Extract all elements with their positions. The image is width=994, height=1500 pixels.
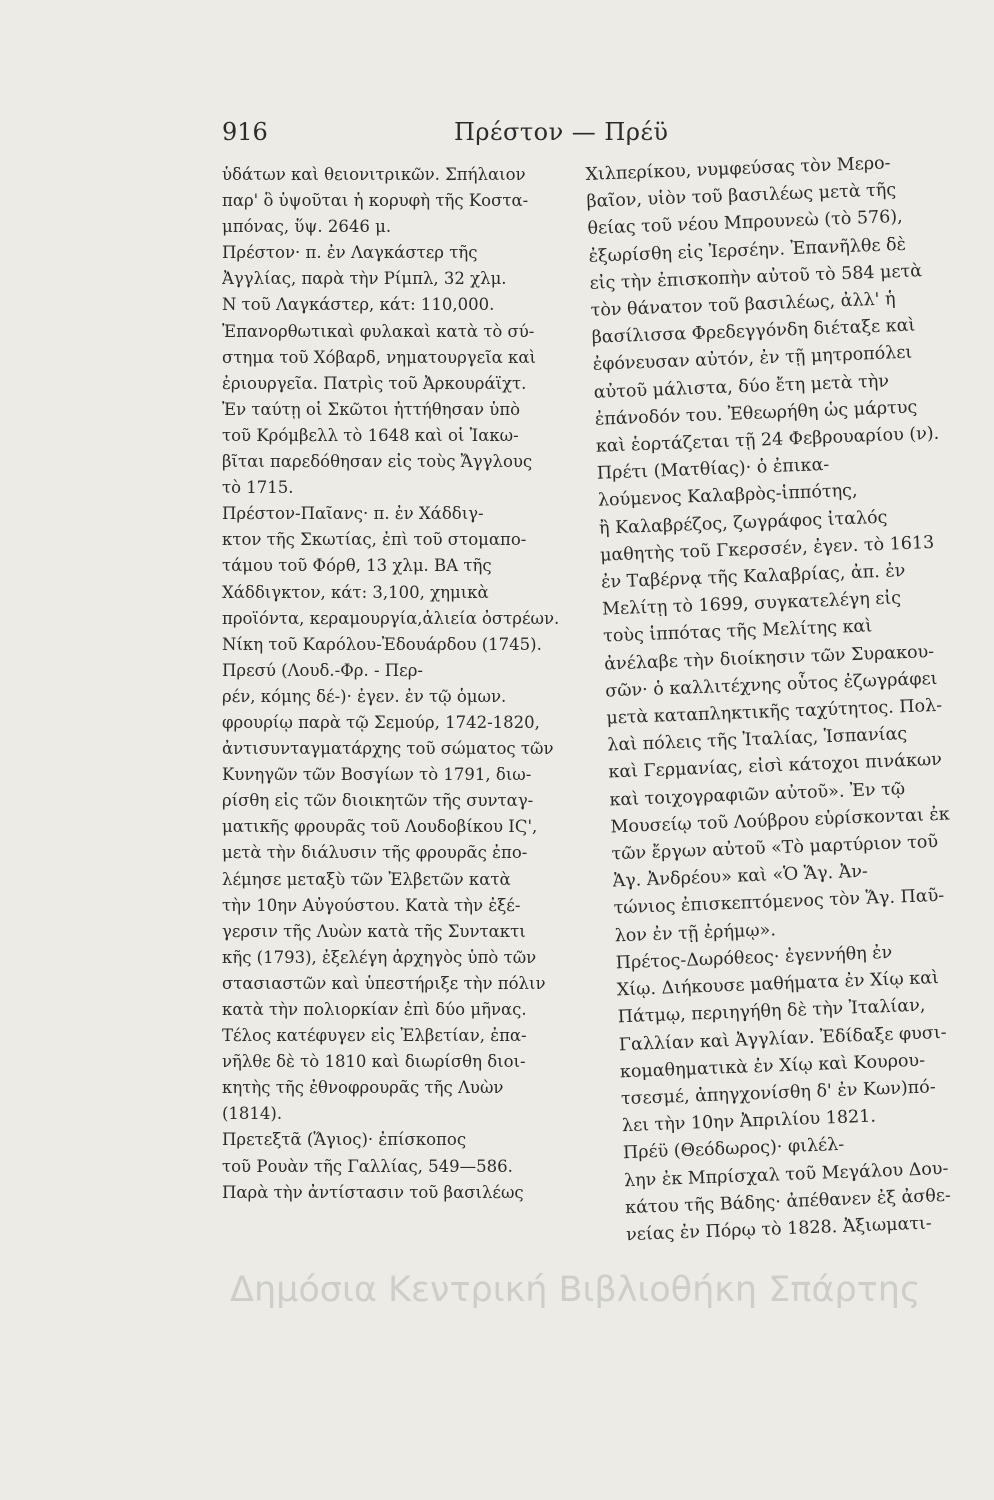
text-line: κτον τῆς Σκωτίας, ἐπὶ τοῦ στομαπο- — [222, 530, 527, 550]
text-line: ἐπάνοδόν του. Ἐθεωρήθη ὡς μάρτυς — [594, 397, 918, 430]
text-line: τώνιος ἐπισκεπτόμενος τὸν Ἅγ. Παῦ- — [613, 886, 945, 919]
text-line: λούμενος Καλαβρὸς-ἱππότης, — [597, 481, 858, 512]
text-line: κάτου τῆς Βάδης· ἀπέθανεν ἐξ ἀσθε- — [624, 1185, 952, 1218]
text-line: τοὺς ἱππότας τῆς Μελίτης καὶ — [602, 616, 873, 648]
text-line: Τέλος κατέφυγεν εἰς Ἐλβετίαν, ἐπα- — [222, 1026, 527, 1046]
text-line: τοῦ Ρουὰν τῆς Γαλλίας, 549—586. — [222, 1156, 513, 1176]
text-line: νῆλθε δὲ τὸ 1810 καὶ διωρίσθη διοι- — [222, 1052, 526, 1072]
text-line: Χιλπερίκου, νυμφεύσας τὸν Μερο- — [585, 153, 891, 185]
text-line: τῶν ἔργων αὐτοῦ «Τὸ μαρτύριον τοῦ — [611, 832, 939, 865]
left-column — [222, 162, 567, 1206]
text-line: βασίλισσα Φρεδεγγόνδη διέταξε καὶ — [591, 315, 916, 349]
page-number: 916 — [222, 118, 268, 146]
text-line: Νίκη τοῦ Καρόλου-Ἐδουάρδου (1745). — [222, 634, 542, 654]
text-line: Χάδδιγκτον, κάτ: 3,100, χημικὰ — [222, 582, 489, 602]
page-header — [222, 118, 982, 152]
text-line: Ἁγ. Ἀνδρέου» καὶ «Ὁ Ἅγ. Ἀν- — [612, 861, 869, 892]
text-line: Γαλλίαν καὶ Ἀγγλίαν. Ἐδίδαξε φυσι- — [618, 1022, 947, 1055]
text-line: μετὰ τὴν διάλυσιν τῆς φρουρᾶς ἐπο- — [222, 843, 528, 863]
text-line: παρ' ὃ ὑψοῦται ἡ κορυφὴ τῆς Κοστα- — [222, 191, 529, 211]
text-line: αὐτοῦ μάλιστα, δύο ἔτη μετὰ τὴν — [593, 371, 890, 403]
text-line: καὶ ἑορτάζεται τῇ 24 Φεβρουαρίου (ν). — [595, 423, 940, 457]
text-line: ρέν, κόμης δέ-)· ἐγεν. ἐν τῷ ὁμων. — [222, 686, 507, 706]
running-head: Πρέστον — Πρέϋ — [454, 118, 669, 146]
text-line: προϊόντα, κεραμουργία,ἁλιεία ὀστρέων. — [222, 608, 560, 628]
text-line: Παρὰ τὴν ἀντίστασιν τοῦ βασιλέως — [222, 1182, 524, 1202]
text-line: Μελίτῃ τὸ 1699, συγκατελέγη εἰς — [601, 588, 902, 620]
text-line: Πρετεξτᾶ (Ἅγιος)· ἐπίσκοπος — [222, 1130, 467, 1150]
text-line: ἀνέλαβε τὴν διοίκησιν τῶν Συρακου- — [603, 641, 935, 675]
text-line: κομαθηματικὰ ἐν Χίῳ καὶ Κουρου- — [619, 1050, 926, 1083]
text-line: ἐριουργεῖα. Πατρὶς τοῦ Ἀρκουράϊχτ. — [222, 373, 527, 393]
text-line: ἐξωρίσθη εἰς Ἰερσέην. Ἐπανῆλθε δὲ — [588, 234, 907, 267]
text-line: λέμησε μεταξὺ τῶν Ἐλβετῶν κατὰ — [222, 869, 511, 889]
text-line: Πάτμῳ, περιηγήθη δὲ τὴν Ἰταλίαν, — [617, 995, 926, 1028]
text-line: ἢ Καλαβρέζος, ζωγράφος ἰταλός — [598, 507, 888, 539]
text-line: τοῦ Κρόμβελλ τὸ 1648 καὶ οἱ Ἰακω- — [222, 425, 519, 445]
text-line: Χίῳ. Διήκουσε μαθήματα ἐν Χίῳ καὶ — [616, 968, 940, 1001]
text-line: ἐφόνευσαν αὐτόν, ἐν τῇ μητροπόλει — [592, 343, 913, 376]
text-line: μπόνας, ὕψ. 2646 μ. — [222, 217, 392, 237]
text-line: ρίσθη εἰς τῶν διοικητῶν τῆς συνταγ- — [222, 791, 534, 811]
text-line: ἐν Ταβέρνᾳ τῆς Καλαβρίας, ἀπ. ἐν — [600, 561, 906, 593]
text-line: Πρέϋ (Θεόδωρος)· φιλέλ- — [622, 1135, 845, 1164]
text-line: ματικῆς φρουρᾶς τοῦ Λουδοβίκου ΙϚ', — [222, 817, 538, 837]
text-line: καὶ τοιχογραφιῶν αὐτοῦ». Ἐν τῷ — [609, 778, 906, 811]
text-line: θείας τοῦ νέου Μπρουνεὼ (τὸ 576), — [587, 207, 904, 240]
text-line: Ἐν ταύτῃ οἱ Σκῶτοι ἡττήθησαν ὑπὸ — [222, 399, 521, 419]
text-line: Πρέστον-Παῖανς· π. ἐν Χάδδιγ- — [222, 504, 484, 524]
text-line: ὑδάτων καὶ θειονιτρικῶν. Σπήλαιον — [222, 165, 526, 184]
text-line: κητὴς τῆς ἐθνοφρουρᾶς τῆς Λυὼν — [222, 1078, 504, 1098]
text-line: νείας ἐν Πόρῳ τὸ 1828. Ἀξιωματι- — [625, 1213, 933, 1246]
text-line: μαθητὴς τοῦ Γκερσσέν, ἐγεν. τὸ 1613 — [599, 532, 935, 566]
text-line: Πρέτι (Ματθίας)· ὁ ἐπικα- — [596, 455, 830, 484]
text-line: ἀντισυνταγματάρχης τοῦ σώματος τῶν — [222, 739, 554, 759]
text-line: τὸ 1715. — [222, 478, 294, 498]
text-line: τάμου τοῦ Φόρθ, 13 χλμ. ΒΑ τῆς — [222, 556, 492, 576]
text-line: Μουσείῳ τοῦ Λούβρου εὑρίσκονται ἐκ — [610, 804, 951, 838]
text-line: εἰς τὴν ἐπισκοπὴν αὐτοῦ τὸ 584 μετὰ — [589, 260, 923, 294]
text-line: (1814). — [222, 1104, 283, 1124]
library-watermark: Δημόσια Κεντρική Βιβλιοθήκη Σπάρτης — [230, 1270, 921, 1310]
text-line: βαῖον, υἱὸν τοῦ βασιλέως μετὰ τῆς — [586, 180, 897, 213]
text-line: Ἀγγλίας, παρὰ τὴν Ρίμπλ, 32 χλμ. — [222, 269, 507, 289]
text-line: λει τὴν 10ην Ἀπριλίου 1821. — [621, 1106, 877, 1137]
text-line: τὸν θάνατον τοῦ βασιλέως, ἀλλ' ἡ — [590, 289, 896, 321]
text-line: Ν τοῦ Λαγκάστερ, κάτ: 110,000. — [222, 295, 495, 315]
text-line: σῶν· ὁ καλλιτέχνης οὗτος ἐζωγράφει — [604, 668, 938, 702]
text-line: γερσιν τῆς Λυὼν κατὰ τῆς Συντακτι — [222, 921, 526, 941]
text-line: κῆς (1793), ἐξελέγη ἀρχηγὸς ὑπὸ τῶν — [222, 947, 537, 967]
text-line: στημα τοῦ Χόβαρδ, νηματουργεῖα καὶ — [222, 347, 536, 367]
text-line: Κυνηγῶν τῶν Βοσγίων τὸ 1791, διω- — [222, 765, 532, 785]
text-line: βῖται παρεδόθησαν εἰς τοὺς Ἄγγλους — [222, 452, 533, 472]
text-line: Πρεσύ (Λουδ.-Φρ. - Περ- — [222, 660, 423, 680]
text-line: κατὰ τὴν πολιορκίαν ἐπὶ δύο μῆνας. — [222, 1000, 527, 1019]
text-line: Ἐπανορθωτικαὶ φυλακαὶ κατὰ τὸ σύ- — [222, 321, 535, 341]
text-line: τὴν 10ην Αὐγούστου. Κατὰ τὴν ἐξέ- — [222, 895, 521, 915]
text-line: λον ἐν τῇ ἐρήμῳ». — [614, 919, 777, 947]
text-line: τσεσμέ, ἀπηγχονίσθη δ' ἐν Κων)πό- — [620, 1077, 937, 1110]
text-line: λαὶ πόλεις τῆς Ἰταλίας, Ἱσπανίας — [607, 724, 908, 756]
text-line: φρουρίῳ παρὰ τῷ Σεμούρ, 1742-1820, — [222, 712, 540, 732]
text-line: στασιαστῶν καὶ ὑπεστήριξε τὴν πόλιν — [222, 973, 546, 993]
text-line: καὶ Γερμανίας, εἰσὶ κάτοχοι πινάκων — [608, 750, 943, 784]
text-line: Πρέτος-Δωρόθεος· ἐγεννήθη ἐν — [615, 942, 893, 974]
right-column — [585, 147, 994, 1249]
text-line: λην ἐκ Μπρίσχαλ τοῦ Μεγάλου Δου- — [623, 1158, 949, 1191]
text-line: μετὰ καταπληκτικῆς ταχύτητος. Πολ- — [606, 695, 943, 729]
text-line: Πρέστον· π. ἐν Λαγκάστερ τῆς — [222, 243, 478, 263]
